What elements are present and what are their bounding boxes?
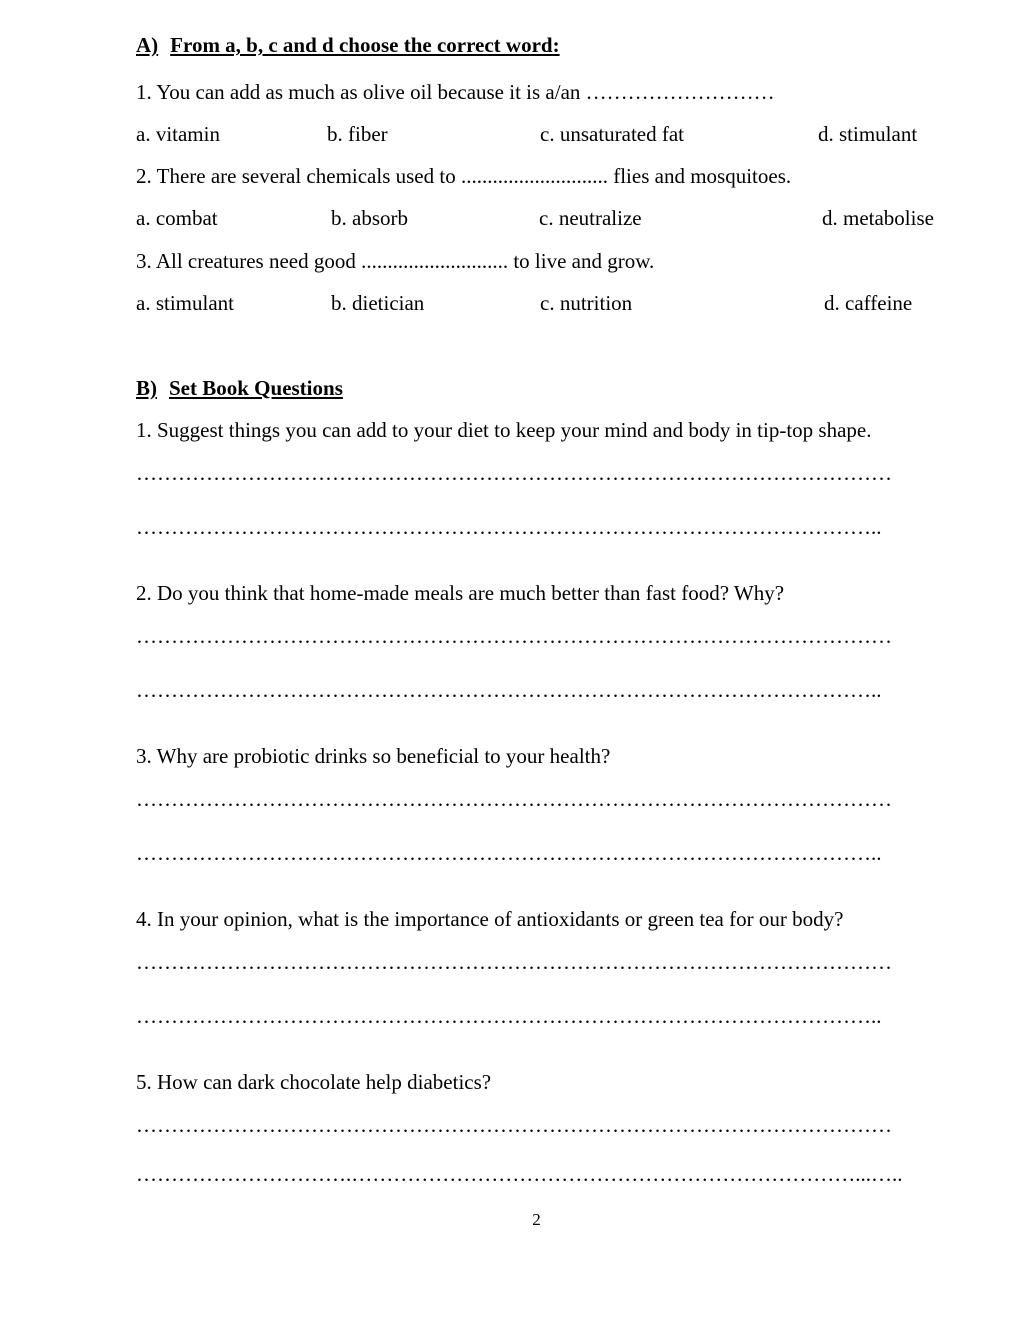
section-b-title: Set Book Questions [169, 376, 343, 400]
question-b1: 1. Suggest things you can add to your diet to keep your mind and body in tip-top shape. [136, 418, 872, 442]
answer-line-b1-2[interactable]: …………………………………………………………………………………………….. [136, 515, 882, 539]
answer-line-b2-2[interactable]: …………………………………………………………………………………………….. [136, 678, 882, 702]
option-a1-d[interactable]: d. stimulant [818, 122, 918, 146]
answer-line-b2-1[interactable]: ……………………………………………………………………………………………… [136, 624, 892, 648]
question-a2: 2. There are several chemicals used to ............................ flies and mosquitoes. [136, 164, 792, 188]
option-a2-c[interactable]: c. neutralize [539, 206, 642, 230]
option-a2-d[interactable]: d. metabolise [822, 206, 934, 230]
section-a-tag: A) [136, 33, 159, 57]
answer-line-b1-1[interactable]: ……………………………………………………………………………………………… [136, 461, 892, 485]
section-b-tag: B) [136, 376, 157, 400]
option-a2-b[interactable]: b. absorb [331, 206, 408, 230]
question-b3: 3. Why are probiotic drinks so beneficial to your health? [136, 744, 611, 768]
answer-line-b3-1[interactable]: ……………………………………………………………………………………………… [136, 787, 892, 811]
answer-line-b4-2[interactable]: …………………………………………………………………………………………….. [136, 1004, 882, 1028]
option-a2-a[interactable]: a. combat [136, 206, 218, 230]
section-b-heading [136, 378, 343, 399]
option-a1-b[interactable]: b. fiber [327, 122, 388, 146]
answer-line-b5-2[interactable]: ………………………….………………………………………………………………...….. [136, 1162, 903, 1186]
question-b4: 4. In your opinion, what is the importance of antioxidants or green tea for our body? [136, 907, 844, 931]
option-a3-a[interactable]: a. stimulant [136, 291, 234, 315]
option-a3-d[interactable]: d. caffeine [824, 291, 913, 315]
question-a3: 3. All creatures need good ............................ to live and grow. [136, 249, 655, 273]
page-number: 2 [532, 1210, 541, 1229]
answer-line-b5-1[interactable]: ……………………………………………………………………………………………… [136, 1113, 892, 1137]
option-a3-b[interactable]: b. dietician [331, 291, 425, 315]
option-a1-a[interactable]: a. vitamin [136, 122, 220, 146]
option-a1-c[interactable]: c. unsaturated fat [540, 122, 685, 146]
answer-line-b3-2[interactable]: …………………………………………………………………………………………….. [136, 841, 882, 865]
question-b2: 2. Do you think that home-made meals are much better than fast food? Why? [136, 581, 785, 605]
answer-line-b4-1[interactable]: ……………………………………………………………………………………………… [136, 950, 892, 974]
question-b5: 5. How can dark chocolate help diabetics? [136, 1070, 492, 1094]
section-a-heading [136, 35, 560, 56]
option-a3-c[interactable]: c. nutrition [540, 291, 633, 315]
question-a1: 1. You can add as much as olive oil because it is a/an ……………………… [136, 80, 775, 104]
section-a-title: From a, b, c and d choose the correct word: [170, 33, 560, 57]
